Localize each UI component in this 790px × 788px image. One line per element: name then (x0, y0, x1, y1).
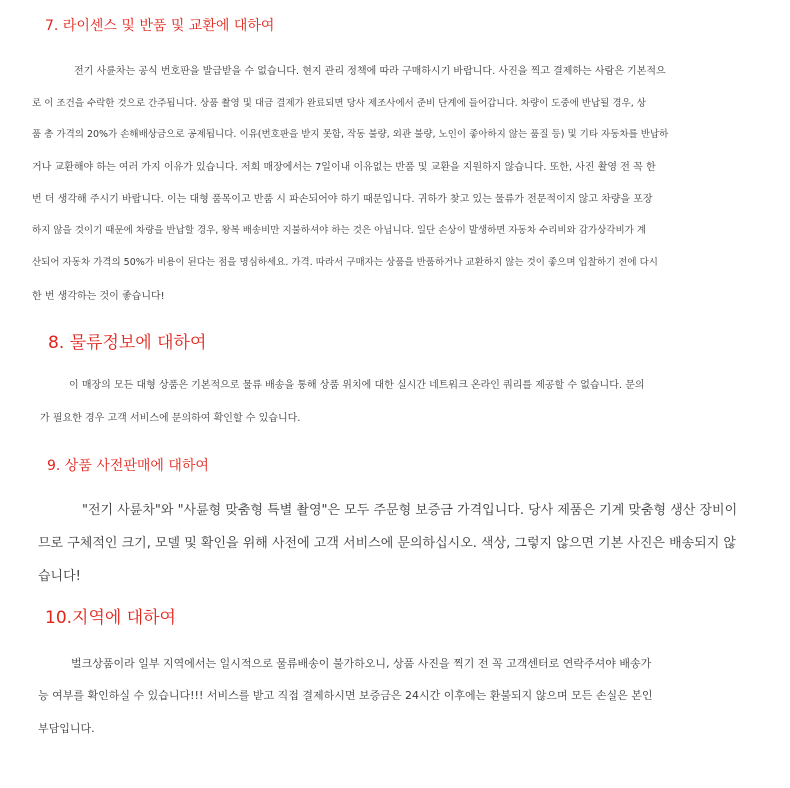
section-7-line: 품 총 가격의 20%가 손해배상금으로 공제됩니다. 이유(번호판을 받지 못함, 작동 불량, 외관 불량, 노인이 좋아하지 않는 품질 등) 및 기타 자동차를 반납하 (32, 129, 669, 140)
section-7-line: 한 번 생각하는 것이 좋습니다! (32, 291, 165, 302)
section-9-line: 습니다! (38, 569, 81, 584)
section-8-line: 이 매장의 모든 대형 상품은 기본적으로 물류 배송을 통해 상품 위치에 대한 실시간 네트워크 온라인 쿼리를 제공할 수 없습니다. 문의 (69, 380, 645, 391)
section-10-line: 벌크상품이라 일부 지역에서는 일시적으로 물류배송이 불가하오니, 상품 사진을 찍기 전 꼭 고객센터로 연락주셔야 배송가 (71, 657, 652, 670)
section-10-heading: 10.지역에 대하여 (45, 608, 176, 628)
section-7-line: 산되어 자동차 가격의 50%가 비용이 된다는 점을 명심하세요. 가격. 따라서 구매자는 상품을 반품하거나 교환하지 않는 것이 좋으며 입찰하기 전에 다시 (32, 257, 658, 268)
section-7-heading: 7. 라이센스 및 반품 및 교환에 대하여 (45, 18, 275, 34)
section-7-line: 번 더 생각해 주시기 바랍니다. 이는 대형 품목이고 반품 시 파손되어야 하기 때문입니다. 귀하가 찾고 있는 물류가 전문적이지 않고 차량을 포장 (32, 194, 653, 205)
section-7-line: 하지 않을 것이기 때문에 차량을 반납할 경우, 왕복 배송비만 지불하셔야 하는 것은 아닙니다. 일단 손상이 발생하면 자동차 수리비와 감가상각비가 계 (32, 225, 647, 236)
section-8-line: 가 필요한 경우 고객 서비스에 문의하여 확인할 수 있습니다. (40, 413, 301, 424)
section-7-line: 전기 사륜차는 공식 번호판을 발급받을 수 없습니다. 현지 관리 정책에 따라 구매하시기 바랍니다. 사진을 찍고 결제하는 사람은 기본적으 (74, 66, 666, 77)
section-9-line: 므로 구체적인 크기, 모델 및 확인을 위해 사전에 고객 서비스에 문의하십시오. 색상, 그렇지 않으면 기본 사진은 배송되지 않 (38, 536, 736, 551)
section-10-line: 능 여부를 확인하실 수 있습니다!!! 서비스를 받고 직접 결제하시면 보증금은 24시간 이후에는 환불되지 않으며 모든 손실은 본인 (38, 689, 653, 702)
section-9-line: "전기 사륜차"와 "사륜형 맞춤형 특별 촬영"은 모두 주문형 보증금 가격입니다. 당사 제품은 기계 맞춤형 생산 장비이 (82, 503, 738, 518)
section-7-line: 거나 교환해야 하는 여러 가지 이유가 있습니다. 저희 매장에서는 7일이내 이유없는 반품 및 교환을 지원하지 않습니다. 또한, 사진 촬영 전 꼭 한 (32, 162, 656, 173)
section-8-heading: 8. 물류정보에 대하여 (48, 333, 207, 353)
section-7-line: 로 이 조건을 수락한 것으로 간주됩니다. 상품 촬영 및 대금 결제가 완료되면 당사 제조사에서 준비 단계에 들어갑니다. 차량이 도중에 반납될 경우, 상 (32, 98, 646, 109)
section-10-line: 부담입니다. (38, 722, 95, 735)
section-9-heading: 9. 상품 사전판매에 대하여 (47, 458, 209, 474)
